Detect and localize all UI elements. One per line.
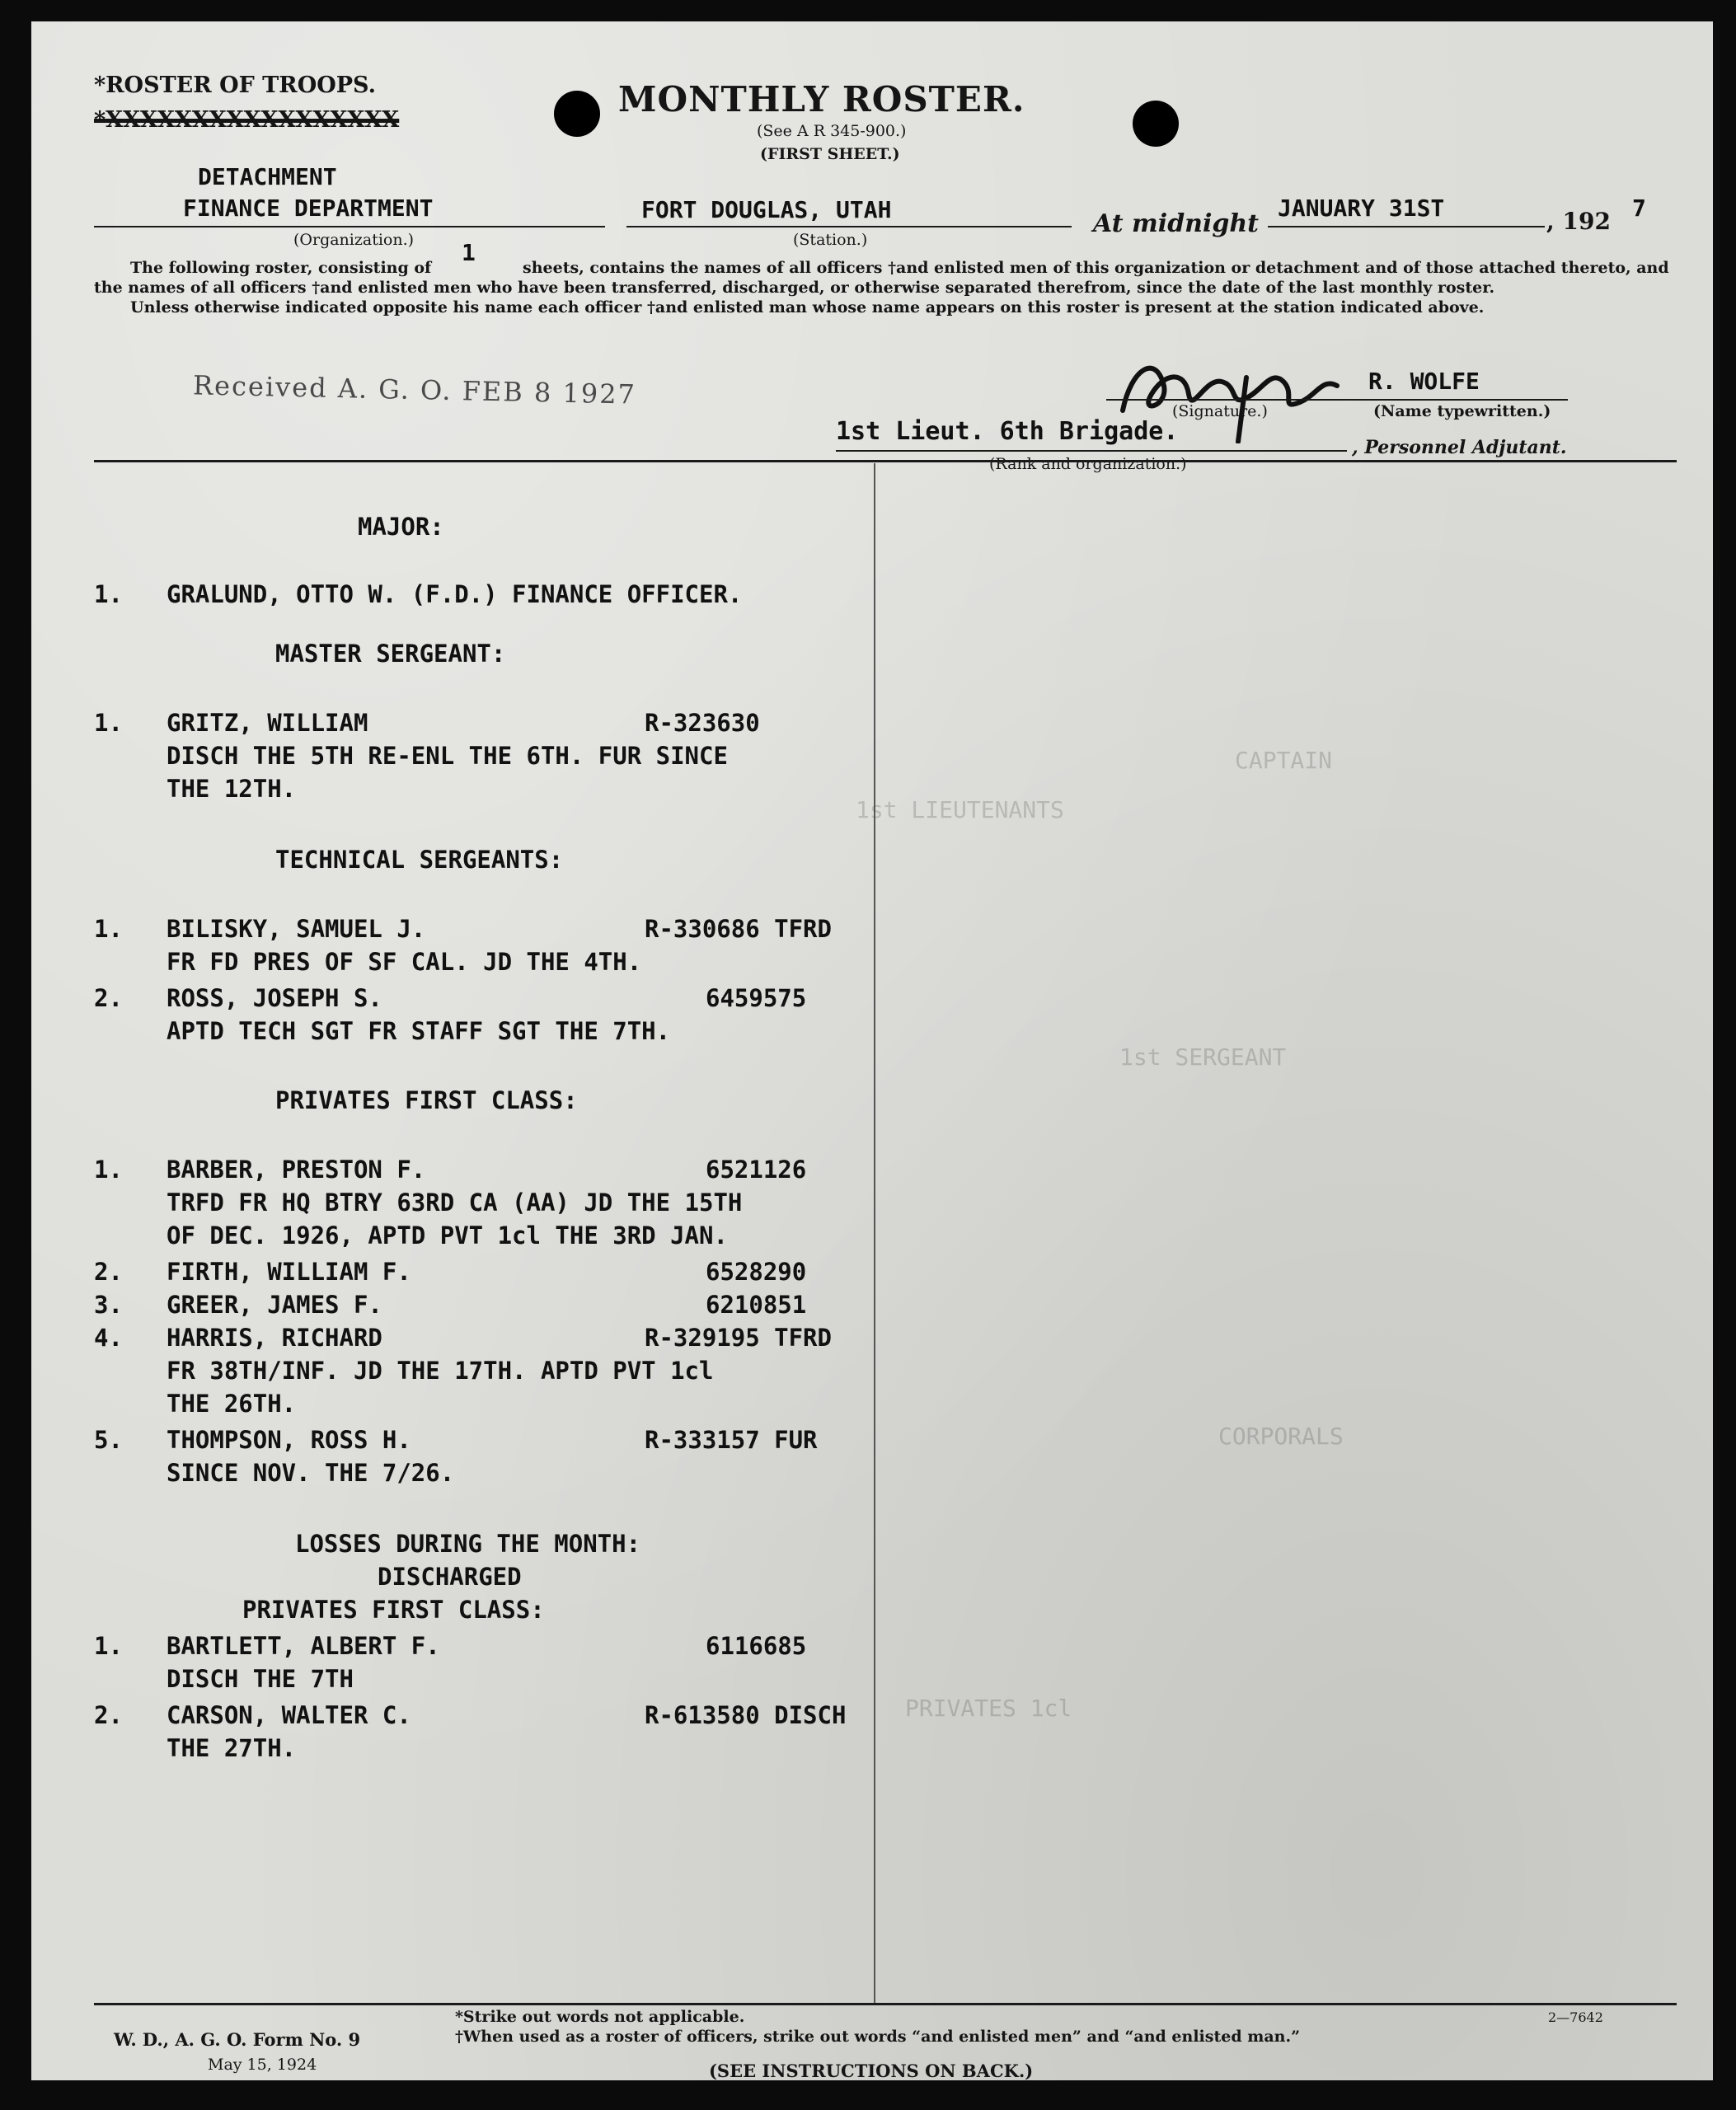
statement-line-1a: The following roster, consisting of (130, 259, 432, 277)
footnote-officers: †When used as a roster of officers, strike out words “and enlisted men” and “and enlisted man.” (455, 2028, 1300, 2046)
entry-number: 3. (94, 1291, 123, 1319)
entry-number: 4. (94, 1324, 123, 1352)
organization-line-1: DETACHMENT (198, 163, 337, 190)
entry-number: 1. (94, 1156, 123, 1184)
entry-serial: R-333157 FUR (645, 1426, 818, 1454)
organization-underline (94, 226, 605, 227)
personnel-adjutant-label: , Personnel Adjutant. (1352, 437, 1567, 458)
rank-underline (836, 450, 1347, 452)
entry-number: 5. (94, 1426, 123, 1454)
entry-name: GRITZ, WILLIAM (167, 709, 368, 737)
entry-name: FIRTH, WILLIAM F. (167, 1258, 411, 1286)
footnote-strike-out: *Strike out words not applicable. (455, 2008, 745, 2026)
name-typewritten-caption: (Name typewritten.) (1373, 402, 1551, 420)
struck-out-label: *XXXXXXXXXXXXXXXXX (94, 107, 400, 133)
section-heading-major: MAJOR: (358, 513, 444, 541)
form-number: W. D., A. G. O. Form No. 9 (114, 2029, 361, 2050)
entry-name: CARSON, WALTER C. (167, 1701, 411, 1729)
rank-caption: (Rank and organization.) (989, 455, 1187, 473)
entry-number: 1. (94, 915, 123, 943)
year-digit: 7 (1632, 195, 1646, 222)
date-underline (1268, 226, 1545, 227)
station-underline (626, 226, 1072, 227)
entry-note: FR FD PRES OF SF CAL. JD THE 4TH. (167, 948, 642, 976)
entry-name: BARBER, PRESTON F. (167, 1156, 426, 1184)
signature-underline (1106, 399, 1568, 401)
section-heading-losses: LOSSES DURING THE MONTH: (295, 1530, 641, 1558)
entry-name: GREER, JAMES F. (167, 1291, 382, 1319)
year-prefix: , 192 (1546, 208, 1611, 235)
entry-note: DISCH THE 7TH (167, 1665, 354, 1693)
entry-number: 2. (94, 1701, 123, 1729)
punch-hole-right (1133, 101, 1179, 147)
signer-name-typed: R. WOLFE (1368, 368, 1480, 395)
entry-number: 1. (94, 709, 123, 737)
station-value: FORT DOUGLAS, UTAH (641, 196, 892, 223)
statement-line-2: the names of all officers †and enlisted men who have been transferred, discharged, or otherwise separated therefrom, since the date of the last monthly roster. (94, 279, 1495, 297)
section-heading-privates-first-class: PRIVATES FIRST CLASS: (275, 1086, 578, 1114)
page-title: MONTHLY ROSTER. (618, 79, 1025, 120)
entry-name: ROSS, JOSEPH S. (167, 984, 382, 1012)
date-value: JANUARY 31ST (1278, 195, 1445, 222)
entry-serial: R-323630 (645, 709, 760, 737)
section-heading-losses-privates: PRIVATES FIRST CLASS: (242, 1596, 545, 1624)
roster-of-troops-label: *ROSTER OF TROOPS. (94, 73, 376, 98)
signature-caption: (Signature.) (1172, 402, 1268, 420)
station-caption: (Station.) (793, 231, 868, 249)
entry-serial: 6528290 (706, 1258, 807, 1286)
entry-name: BILISKY, SAMUEL J. (167, 915, 426, 943)
entry-text: GRALUND, OTTO W. (F.D.) FINANCE OFFICER. (167, 580, 743, 608)
first-sheet-label: (FIRST SHEET.) (760, 145, 900, 163)
entry-note: THE 27TH. (167, 1734, 297, 1762)
signer-rank: 1st Lieut. 6th Brigade. (836, 417, 1179, 446)
entry-note: SINCE NOV. THE 7/26. (167, 1459, 455, 1487)
organization-line-2: FINANCE DEPARTMENT (183, 195, 434, 222)
entry-name: HARRIS, RICHARD (167, 1324, 382, 1352)
entry-number: 1. (94, 580, 123, 608)
punch-hole-left (554, 91, 600, 137)
entry-name: THOMPSON, ROSS H. (167, 1426, 411, 1454)
entry-note: DISCH THE 5TH RE-ENL THE 6TH. FUR SINCE (167, 742, 728, 770)
entry-serial: 6521126 (706, 1156, 807, 1184)
entry-serial: 6459575 (706, 984, 807, 1012)
bleed-through-text: 1st SERGEANT (1119, 1043, 1287, 1071)
entry-number: 2. (94, 1258, 123, 1286)
section-heading-discharged: DISCHARGED (378, 1563, 522, 1591)
sheets-count: 1 (462, 239, 476, 266)
entry-note: OF DEC. 1926, APTD PVT 1cl THE 3RD JAN. (167, 1221, 728, 1250)
regulation-reference: (See A R 345-900.) (757, 122, 907, 140)
entry-note: APTD TECH SGT FR STAFF SGT THE 7TH. (167, 1017, 671, 1045)
bleed-through-text: PRIVATES 1cl (905, 1695, 1072, 1722)
entry-serial: R-613580 DISCH (645, 1701, 847, 1729)
entry-note: THE 12TH. (167, 775, 297, 803)
column-divider (874, 463, 875, 2004)
entry-note: FR 38TH/INF. JD THE 17TH. APTD PVT 1cl (167, 1357, 714, 1385)
statement-line-1b: sheets, contains the names of all officers †and enlisted men of this organization or detachment and of those attached thereto, and (523, 259, 1669, 277)
entry-number: 2. (94, 984, 123, 1012)
print-code: 2—7642 (1548, 2009, 1603, 2025)
instructions-note: (SEE INSTRUCTIONS ON BACK.) (709, 2061, 1034, 2081)
entry-number: 1. (94, 1632, 123, 1660)
body-top-rule (94, 460, 1677, 462)
entry-serial: R-330686 TFRD (645, 915, 832, 943)
entry-note: TRFD FR HQ BTRY 63RD CA (AA) JD THE 15TH (167, 1189, 743, 1217)
at-midnight-label: At midnight (1093, 209, 1260, 238)
organization-caption: (Organization.) (293, 231, 415, 249)
form-date: May 15, 1924 (208, 2056, 317, 2074)
bleed-through-text: CORPORALS (1218, 1423, 1344, 1450)
bleed-through-text: CAPTAIN (1235, 747, 1333, 774)
section-heading-technical-sergeants: TECHNICAL SERGEANTS: (275, 846, 564, 874)
received-stamp: Received A. G. O. FEB 8 1927 (192, 369, 637, 410)
footer-rule (94, 2003, 1677, 2005)
entry-note: THE 26TH. (167, 1390, 297, 1418)
bleed-through-text: 1st LIEUTENANTS (856, 796, 1064, 823)
statement-line-3: Unless otherwise indicated opposite his name each officer †and enlisted man whose name appears on this roster is present at the station indicated above. (130, 298, 1485, 316)
entry-serial: 6210851 (706, 1291, 807, 1319)
entry-name: BARTLETT, ALBERT F. (167, 1632, 440, 1660)
entry-serial: R-329195 TFRD (645, 1324, 832, 1352)
roster-sheet (31, 21, 1713, 2080)
entry-serial: 6116685 (706, 1632, 807, 1660)
section-heading-master-sergeant: MASTER SERGEANT: (275, 640, 506, 668)
